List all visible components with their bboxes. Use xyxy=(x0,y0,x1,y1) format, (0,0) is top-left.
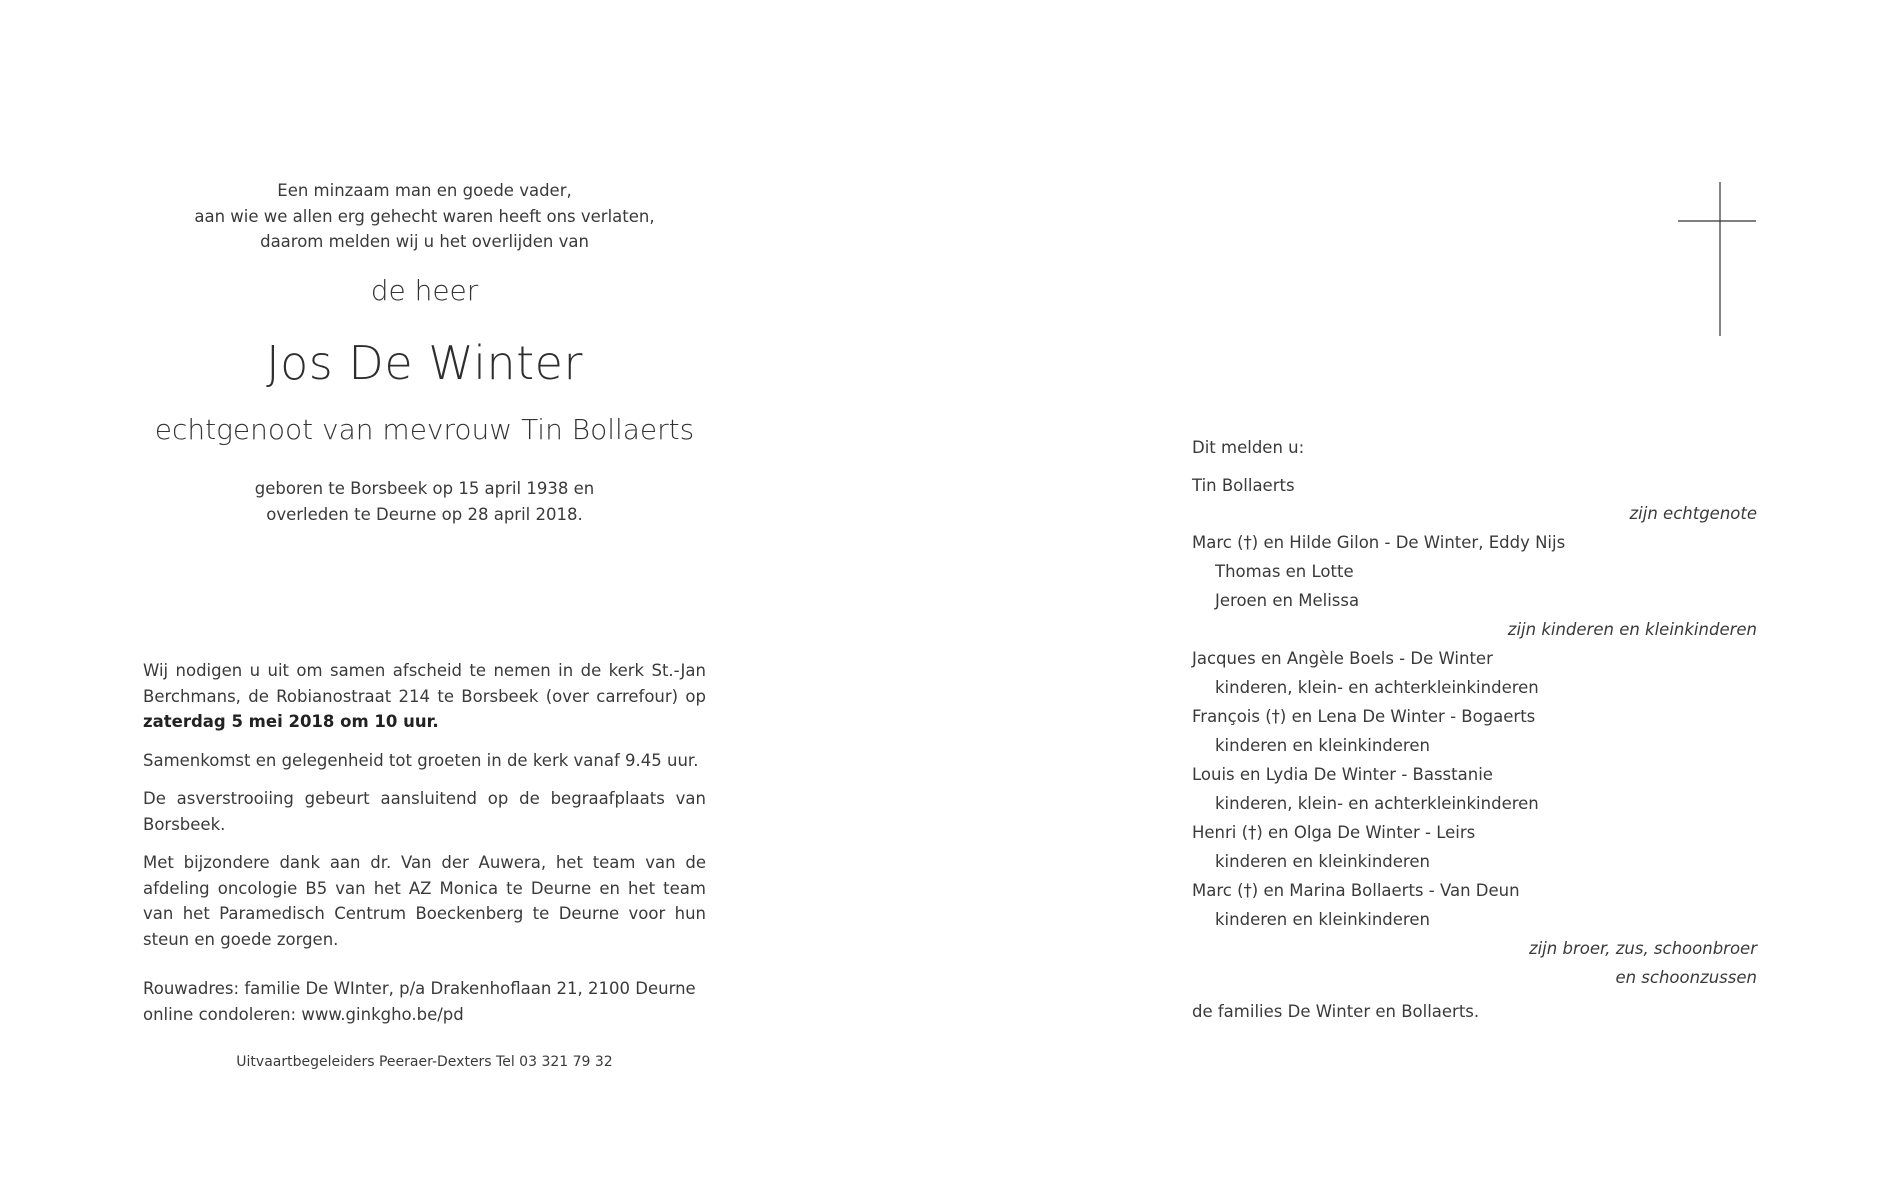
announcer-line: Marc (†) en Marina Bollaerts - Van Deun xyxy=(1192,881,1520,900)
invitation-text: Wij nodigen u uit om samen afscheid te nemen in de kerk St.-Jan Berchmans, de Robianostraat 214 te Borsbeek (over carrefour) op xyxy=(143,661,706,706)
online-condolence: online condoleren: www.ginkgho.be/pd xyxy=(143,1004,464,1024)
announcer-subline: kinderen, klein- en achterkleinkinderen xyxy=(1215,678,1539,697)
gathering-paragraph: Samenkomst en gelegenheid tot groeten in de kerk vanaf 9.45 uur. xyxy=(143,750,699,770)
relation-label: zijn kinderen en kleinkinderen xyxy=(1507,620,1757,639)
announcers-heading: Dit melden u: xyxy=(1192,438,1305,457)
closing-line: de families De Winter en Bollaerts. xyxy=(1192,1002,1480,1021)
intro-line-1: Een minzaam man en goede vader, xyxy=(277,181,572,200)
death-line: overleden te Deurne op 28 april 2018. xyxy=(266,504,583,524)
invitation-paragraph xyxy=(143,658,706,735)
funeral-info xyxy=(143,658,706,965)
life-dates xyxy=(143,476,706,527)
announcer-line: Louis en Lydia De Winter - Basstanie xyxy=(1192,765,1493,784)
deceased-name: Jos De Winter xyxy=(266,336,583,390)
intro-line-3: daarom melden wij u het overlijden van xyxy=(260,232,589,251)
ashes-paragraph: De asverstrooiing gebeurt aansluitend op de begraafplaats van Borsbeek. xyxy=(143,789,706,834)
announcer-subline: kinderen en kleinkinderen xyxy=(1215,910,1430,929)
funeral-director: Uitvaartbegeleiders Peeraer-Dexters Tel 03 321 79 32 xyxy=(236,1054,613,1070)
thanks-paragraph: Met bijzondere dank aan dr. Van der Auwera, het team van de afdeling oncologie B5 van het AZ Monica te Deurne en het team van het Paramedisch Centrum Boeckenberg te Deurne voor hun steun en goede zorgen. xyxy=(143,853,706,949)
announcer-line: Tin Bollaerts xyxy=(1192,476,1295,495)
announcer-subline: kinderen, klein- en achterkleinkinderen xyxy=(1215,794,1539,813)
announcer-subline: kinderen en kleinkinderen xyxy=(1215,852,1430,871)
announcer-subline: Thomas en Lotte xyxy=(1215,562,1354,581)
relation-label: zijn echtgenote xyxy=(1629,504,1757,523)
announcer-line: Marc (†) en Hilde Gilon - De Winter, Eddy Nijs xyxy=(1192,533,1566,552)
spouse-line: echtgenoot van mevrouw Tin Bollaerts xyxy=(154,413,695,446)
relation-label: en schoonzussen xyxy=(1615,968,1757,987)
announcer-subline: Jeroen en Melissa xyxy=(1215,591,1360,610)
announcer-line: Jacques en Angèle Boels - De Winter xyxy=(1192,649,1493,668)
mourning-address: Rouwadres: familie De WInter, p/a Drakenhoflaan 21, 2100 Deurne xyxy=(143,979,696,998)
contact-info xyxy=(143,976,706,1027)
announcer-line: Henri (†) en Olga De Winter - Leirs xyxy=(1192,823,1476,842)
relation-label: zijn broer, zus, schoonbroer xyxy=(1528,939,1757,958)
title-prefix: de heer xyxy=(370,274,479,307)
funeral-datetime: zaterdag 5 mei 2018 om 10 uur. xyxy=(143,712,439,731)
announcer-subline: kinderen en kleinkinderen xyxy=(1215,736,1430,755)
announcer-line: François (†) en Lena De Winter - Bogaerts xyxy=(1192,707,1536,726)
intro-text xyxy=(143,178,706,255)
birth-line: geboren te Borsbeek op 15 april 1938 en xyxy=(254,479,595,498)
latin-cross-icon xyxy=(1678,182,1756,336)
intro-line-2: aan wie we allen erg gehecht waren heeft ons verlaten, xyxy=(194,206,655,226)
